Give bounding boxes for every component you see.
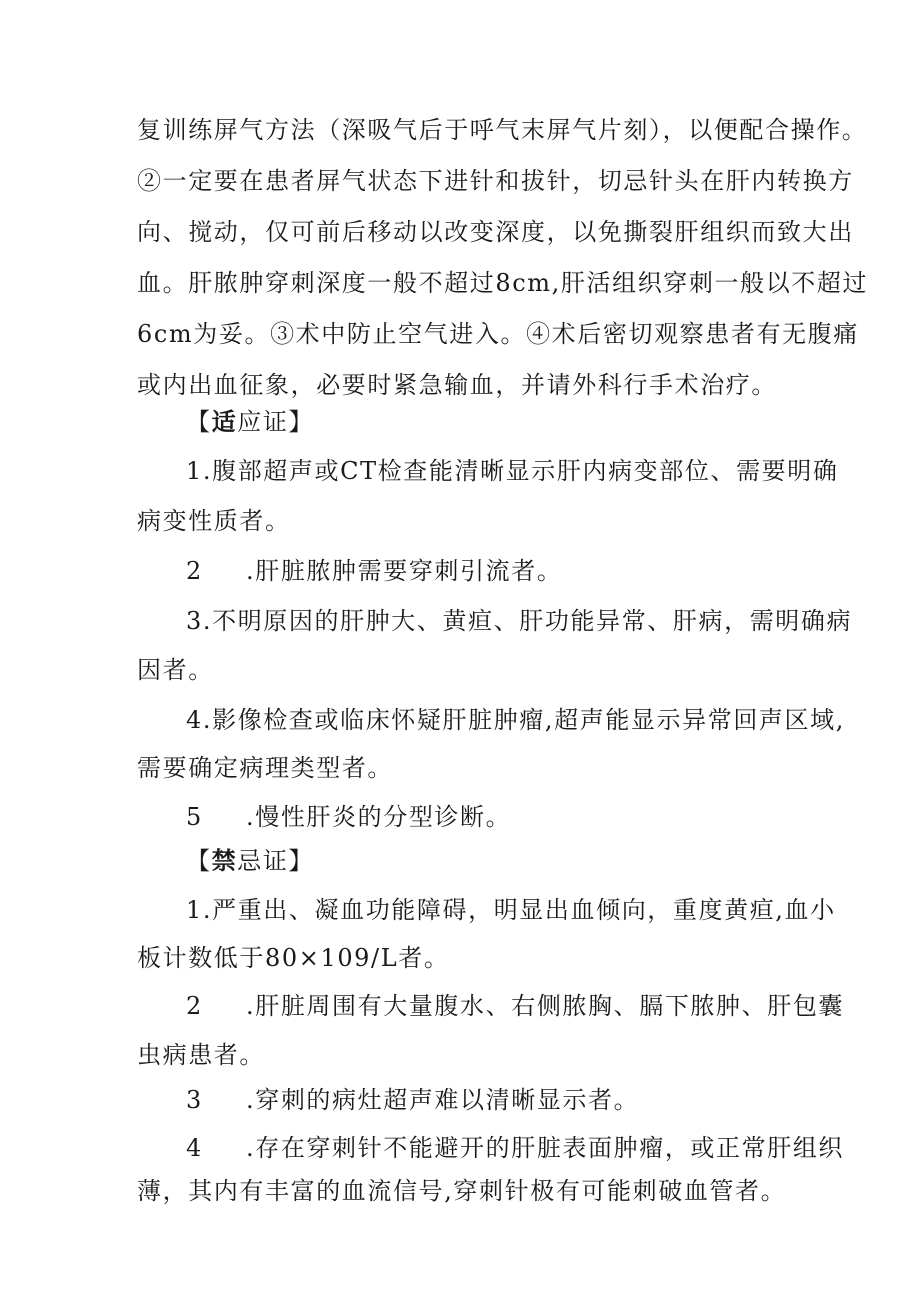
contraindication-item-continued: 虫病患者。 <box>137 1041 265 1069</box>
contraindication-item-continued: 板计数低于80×109/L者。 <box>137 944 450 972</box>
contraindications-heading: 【禁忌证】 <box>186 846 315 875</box>
indication-item-continued: 病变性质者。 <box>137 507 291 535</box>
indication-item-continued: 因者。 <box>137 656 214 684</box>
body-text-line: 血。肝脓肿穿刺深度一般不超过8cm,肝活组织穿刺一般以不超过 <box>137 269 869 297</box>
indication-item: 3.不明原因的肝肿大、黄疸、肝功能异常、肝病，需明确病 <box>186 607 853 635</box>
indications-heading: 【适应证】 <box>186 407 315 436</box>
indication-item: 2 .肝脏脓肿需要穿刺引流者。 <box>186 557 563 585</box>
contraindication-item-continued: 薄，其内有丰富的血流信号,穿刺针极有可能刺破血管者。 <box>137 1177 787 1205</box>
indication-item-continued: 需要确定病理类型者。 <box>137 754 393 782</box>
body-text-line: ②一定要在患者屏气状态下进针和拔针，切忌针头在肝内转换方 <box>137 167 854 195</box>
contraindication-item: 1.严重出、凝血功能障碍，明显出血倾向，重度黄疸,血小 <box>186 896 836 924</box>
contraindication-item: 2 .肝脏周围有大量腹水、右侧脓胸、膈下脓肿、肝包囊 <box>186 992 845 1020</box>
body-text-line: 向、搅动，仅可前后移动以改变深度，以免撕裂肝组织而致大出 <box>137 218 854 246</box>
indication-item: 5 .慢性肝炎的分型诊断。 <box>186 803 512 831</box>
body-text-line: 6cm为妥。③术中防止空气进入。④术后密切观察患者有无腹痛 <box>137 320 859 348</box>
indication-item: 4.影像检查或临床怀疑肝脏肿瘤,超声能显示异常回声区域, <box>186 706 845 734</box>
body-text-line: 或内出血征象，必要时紧急输血，并请外科行手术治疗。 <box>137 371 777 399</box>
body-text-line: 复训练屏气方法（深吸气后于呼气末屏气片刻），以便配合操作。 <box>137 116 868 144</box>
contraindication-item: 4 .存在穿刺针不能避开的肝脏表面肿瘤，或正常肝组织 <box>186 1134 845 1162</box>
indication-item: 1.腹部超声或CT检查能清晰显示肝内病变部位、需要明确 <box>186 457 839 485</box>
contraindication-item: 3 .穿刺的病灶超声难以清晰显示者。 <box>186 1086 640 1114</box>
